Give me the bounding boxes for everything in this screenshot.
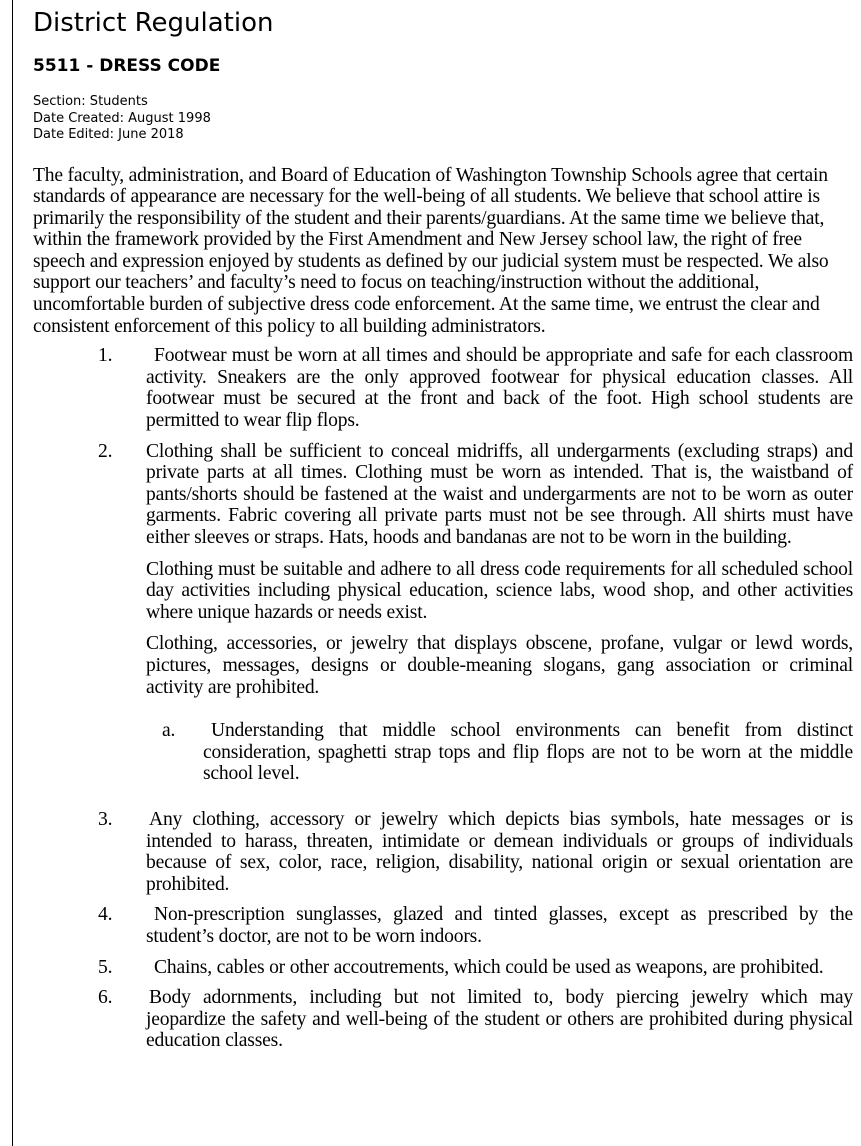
list-item: [33, 904, 853, 947]
list-number: 2.: [98, 440, 113, 462]
list-number: 4.: [98, 904, 113, 926]
sub-list-item: [146, 720, 853, 785]
document-page: [33, 6, 853, 1061]
list-item: [33, 345, 853, 431]
left-border: [12, 0, 13, 1146]
date-edited: Date Edited: June 2018: [33, 127, 184, 142]
date-created: Date Created: August 1998: [33, 110, 211, 126]
rule-paragraph: Clothing, accessories, or jewelry that displays obscene, profane, vulgar or lewd words, pictures, messages, designs or double-meaning slogans, gang association or criminal activity are prohibited.: [146, 633, 853, 698]
rules-list: [33, 345, 853, 1052]
rule-text: Non-prescription sunglasses, glazed and tinted glasses, except as prescribed by the student’s doctor, are not to be worn indoors.: [146, 904, 853, 947]
list-item: [33, 957, 853, 979]
document-meta: [33, 94, 853, 144]
list-item: [33, 987, 853, 1052]
rule-text: Clothing shall be sufficient to conceal midriffs, all undergarments (excluding straps) and private parts at all times. Clothing must be worn as intended. That is, the waistband of pants/shorts should be fastened at the waist and undergarments are not to be worn as outer garments. Fabric covering all private parts must not be see through. All shirts must have either sleeves or straps. Hats, hoods and bandanas are not to be worn in the building.: [146, 440, 853, 548]
sub-list-letter: a.: [162, 720, 176, 742]
rule-text: Footwear must be worn at all times and should be appropriate and safe for each classroom activity. Sneakers are the only approved footwear for physical education classes. All footwear must be secured at the front and back of the foot. High school students are permitted to wear flip flops.: [146, 345, 853, 432]
section-label: Section: Students: [33, 94, 148, 109]
list-item: [33, 441, 853, 785]
rule-text: Body adornments, including but not limited to, body piercing jewelry which may jeopardize the safety and well-being of the student or others are prohibited during physical education classes.: [146, 987, 853, 1052]
sub-rule-text: Understanding that middle school environments can benefit from distinct consideration, spaghetti strap tops and flip flops are not to be worn at the middle school level.: [203, 720, 853, 785]
list-item: [33, 809, 853, 895]
rule-text: Any clothing, accessory or jewelry which depicts bias symbols, hate messages or is intended to harass, threaten, intimidate or demean individuals or groups of individuals because of sex, color, race, religion, disability, national origin or sexual orientation are prohibited.: [146, 808, 853, 895]
list-number: 3.: [98, 808, 113, 830]
rule-paragraph: Clothing must be suitable and adhere to all dress code requirements for all scheduled school day activities including physical education, science labs, wood shop, and other activities where unique hazards or needs exist.: [146, 558, 853, 623]
page-title: District Regulation: [33, 8, 274, 38]
regulation-code: 5511 - DRESS CODE: [33, 56, 221, 76]
intro-paragraph: The faculty, administration, and Board of Education of Washington Township Schools agree that certain standards of appearance are necessary for the well-being of all students. We believe that school attire is primarily the responsibility of the student and their parents/guardians. At the same time we believe that, within the framework provided by the First Amendment and New Jersey school law, the right of free speech and expression enjoyed by students as defined by our judicial system must be respected. We also support our teachers’ and faculty’s need to focus on teaching/instruction without the additional, uncomfortable burden of subjective dress code enforcement. At the same time, we entrust the clear and consistent enforcement of this policy to all building administrators.: [33, 164, 829, 337]
list-number: 1.: [98, 345, 113, 367]
list-number: 6.: [98, 987, 113, 1009]
rule-text: Chains, cables or other accoutrements, which could be used as weapons, are prohibited.: [154, 956, 824, 978]
list-number: 5.: [98, 956, 113, 978]
